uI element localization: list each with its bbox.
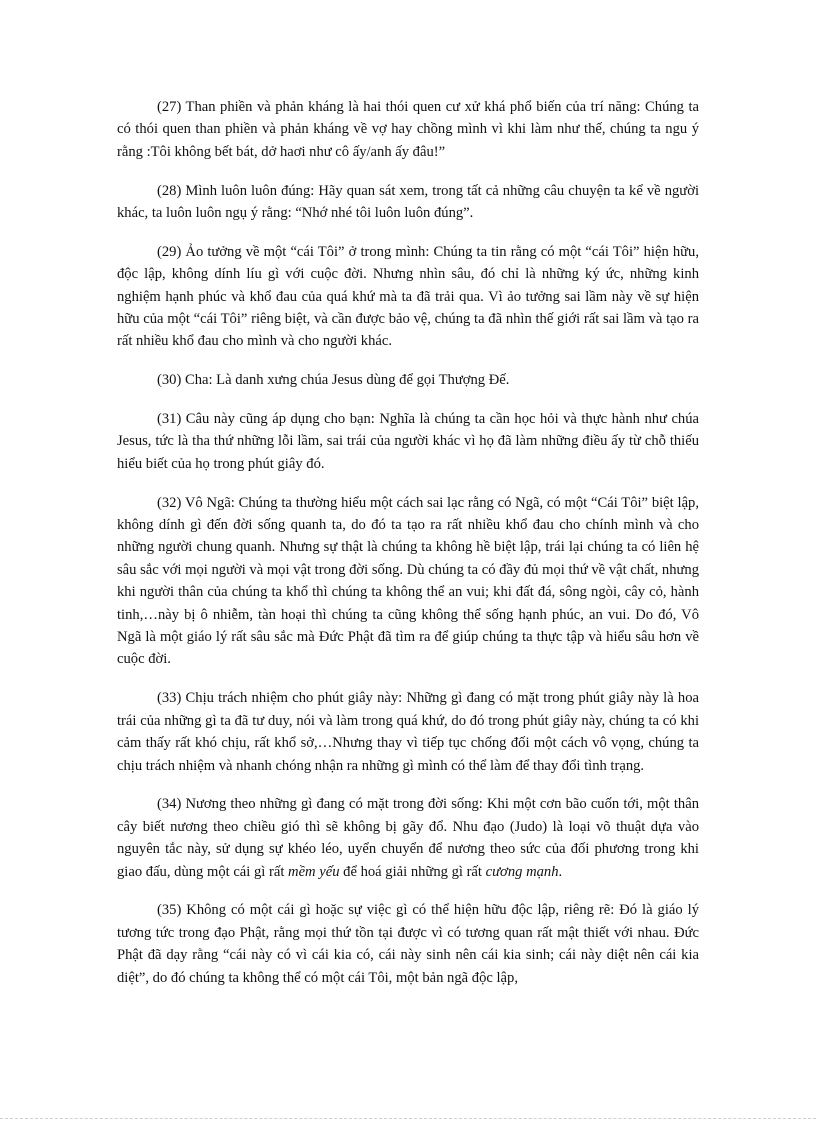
footnote-33: (33) Chịu trách nhiệm cho phút giây này: Những gì đang có mặt trong phút giây này là hoa trái của những gì ta đã tư duy, nói và làm trong quá khứ, do đó trong phút giây này, chúng ta có khi cảm thấy rất khó chịu, rất khổ sở,…Nhưng thay vì tiếp tục chống đối một cách vô vọng, chúng ta chịu trách nhiệm và nhanh chóng nhận ra những gì mình có thể làm để thay đổi tình trạng. bbox=[117, 690, 699, 774]
footnote-34-italic-strong: cương mạnh bbox=[485, 863, 559, 880]
footnote-29: (29) Ảo tưởng về một “cái Tôi” ở trong mình: Chúng ta tin rằng có một “cái Tôi” hiện hữu, độc lập, không dính líu gì với cuộc đời. Nhưng nhìn sâu, đó chỉ là những ký ức, những kinh nghiệm hạnh phúc và khổ đau của quá khứ mà ta đã trải qua. Vì ảo tưởng sai lầm này về sự hiện hữu của một “cái Tôi” riêng biệt, và cần được bảo vệ, chúng ta đã nhìn thế giới rất sai lầm và tạo ra rất nhiều khổ đau cho mình và cho người khác. bbox=[117, 243, 699, 350]
footnote-34-italic-soft: mềm yếu bbox=[288, 863, 340, 880]
footnote-34-text-middle: để hoá giải những gì rất bbox=[339, 863, 486, 880]
page-bottom-border bbox=[0, 1118, 816, 1119]
footnote-30: (30) Cha: Là danh xưng chúa Jesus dùng để gọi Thượng Đế. bbox=[157, 372, 510, 389]
footnote-34 bbox=[117, 793, 699, 883]
footnote-32: (32) Vô Ngã: Chúng ta thường hiểu một cách sai lạc rằng có Ngã, có một “Cái Tôi” biệt lập, không dính gì đến đời sống quanh ta, do đó ta tạo ra rất nhiều khổ đau cho chính mình và cho những người chung quanh. Nhưng sự thật là chúng ta không hề biệt lập, trái lại chúng ta có liên hệ sâu sắc với mọi người và mọi vật trong đời sống. Dù chúng ta có đầy đủ mọi thứ về vật chất, nhưng khi người thân của chúng ta khổ thì chúng ta không thể an vui; khi đất đá, sông ngòi, cây cỏ, hành tinh,…này bị ô nhiễm, tàn hoại thì chúng ta cũng không thể sống hạnh phúc, an vui. Do đó, Vô Ngã là một giáo lý rất sâu sắc mà Đức Phật đã tìm ra để giúp chúng ta thực tập và hiểu sâu hơn về cuộc đời. bbox=[117, 494, 699, 668]
document-page bbox=[117, 96, 699, 1005]
footnote-27: (27) Than phiền và phản kháng là hai thói quen cư xử khá phổ biến của trí năng: Chúng ta có thói quen than phiền và phản kháng về vợ hay chồng mình vì khi làm như thế, chúng ta ngu ý rằng :Tôi không bết bát, dở haơi như cô ấy/anh ấy đâu!” bbox=[117, 99, 699, 160]
footnote-35: (35) Không có một cái gì hoặc sự việc gì có thể hiện hữu độc lập, riêng rẽ: Đó là giáo lý tương tức trong đạo Phật, rằng mọi thứ tồn tại được vì có tương quan rất mật thiết với nhau. Đức Phật đã dạy rằng “cái này có vì cái kia có, cái này sinh nên cái kia sinh; cái này diệt nên cái kia diệt”, do đó chúng ta không thể có một cái Tôi, một bản ngã độc lập, bbox=[117, 902, 699, 986]
footnote-34-text-end: . bbox=[558, 863, 563, 880]
footnote-34-text-start: (34) Nương theo những gì đang có mặt trong đời sống: Khi một cơn bão cuốn tới, một thân cây biết nương theo chiều gió thì sẽ không bị gãy đổ. Nhu đạo (Judo) là loại võ thuật dựa vào nguyên tắc này, sử dụng sự khéo léo, uyển chuyển để nương theo sức của đối phương trong khi giao đấu, dùng một cái gì rất bbox=[117, 796, 699, 880]
footnote-31: (31) Câu này cũng áp dụng cho bạn: Nghĩa là chúng ta cần học hỏi và thực hành như chúa Jesus, tức là tha thứ những lỗi lầm, sai trái của người khác vì họ đã làm những điều ấy từ chỗ thiếu hiểu biết của họ trong phút giây đó. bbox=[117, 411, 699, 472]
footnote-28: (28) Mình luôn luôn đúng: Hãy quan sát xem, trong tất cả những câu chuyện ta kể về người khác, ta luôn luôn ngụ ý rằng: “Nhớ nhé tôi luôn luôn đúng”. bbox=[117, 182, 699, 222]
